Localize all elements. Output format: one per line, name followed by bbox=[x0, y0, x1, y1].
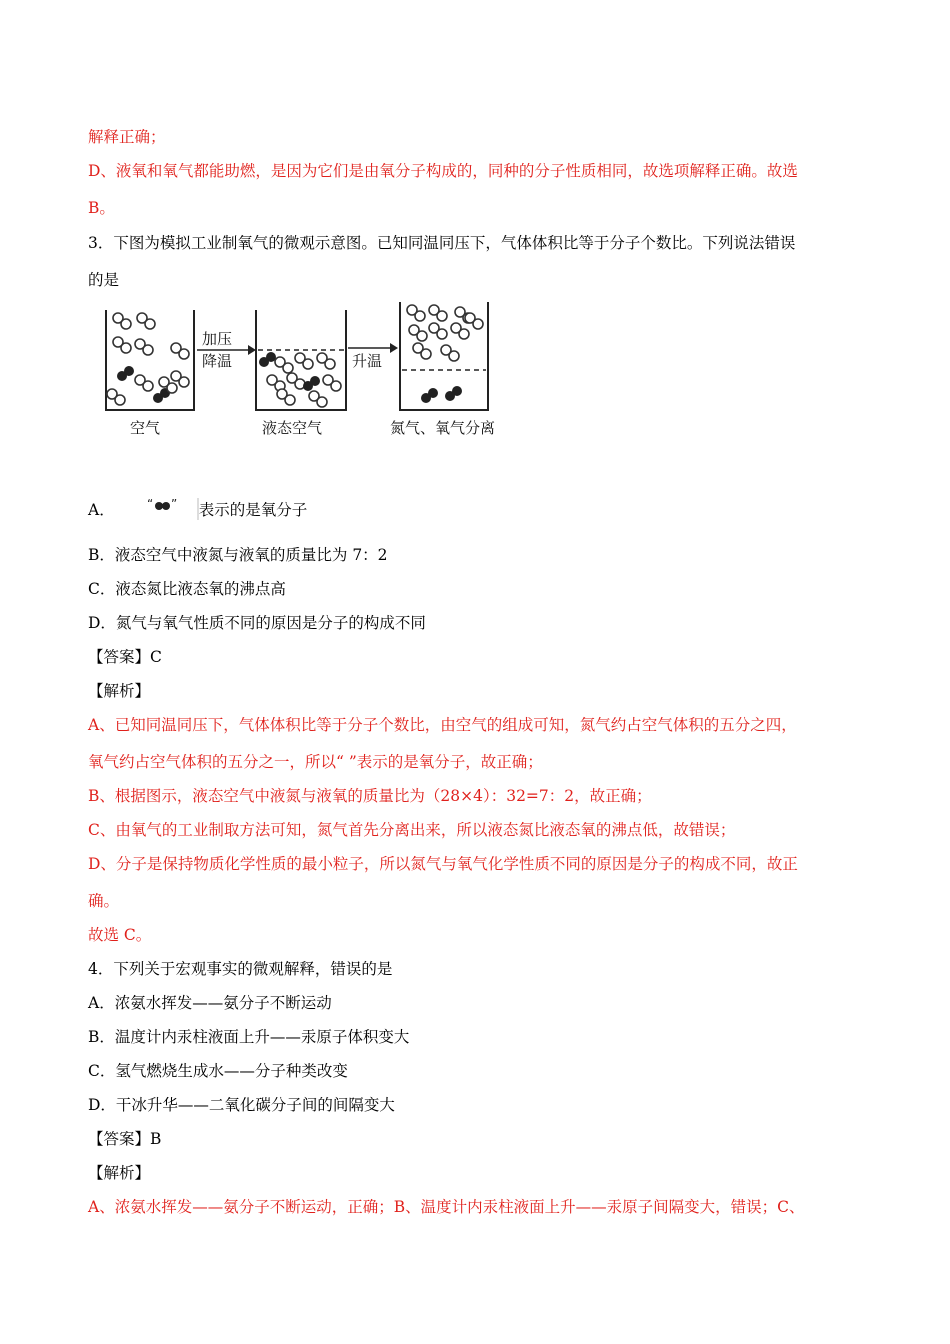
explanation-line: B。 bbox=[88, 199, 115, 217]
label-heat: 升温 bbox=[352, 352, 383, 370]
label-pressurize: 加压 bbox=[202, 330, 233, 348]
liquid-air-beaker bbox=[256, 310, 346, 410]
label-cool: 降温 bbox=[202, 352, 233, 370]
option-a-text: 表示的是氧分子 bbox=[198, 501, 308, 519]
svg-text:”: ” bbox=[170, 498, 177, 511]
option-a-prefix: A． bbox=[88, 501, 115, 519]
explanation-line: A、浓氨水挥发——氨分子不断运动，正确；B、温度计内汞柱液面上升——汞原子间隔变大，错误；C、 bbox=[88, 1198, 805, 1216]
label-air: 空气 bbox=[130, 419, 161, 437]
air-separation-diagram bbox=[100, 300, 520, 450]
svg-text:“: “ bbox=[146, 498, 153, 511]
option-a bbox=[88, 498, 307, 524]
q4-option-a: A．浓氨水挥发——氨分子不断运动 bbox=[88, 994, 332, 1012]
analysis-heading-4: 【解析】 bbox=[88, 1164, 151, 1182]
question-4-stem: 4．下列关于宏观事实的微观解释，错误的是 bbox=[88, 960, 393, 978]
label-separated: 氮气、氧气分离 bbox=[390, 419, 496, 437]
q4-option-c: C．氢气燃烧生成水——分子种类改变 bbox=[88, 1062, 348, 1080]
question-3-stem: 3．下图为模拟工业制氧气的微观示意图。已知同温同压下，气体体积比等于分子个数比。下列说法错误 bbox=[88, 234, 796, 252]
explanation-line: D、分子是保持物质化学性质的最小粒子，所以氮气与氧气化学性质不同的原因是分子的构成不同，故正 bbox=[88, 855, 798, 873]
answer-3: 【答案】C bbox=[88, 648, 162, 666]
explanation-line: 确。 bbox=[88, 892, 120, 910]
question-3-stem-cont: 的是 bbox=[88, 271, 120, 289]
q4-option-d: D．干冰升华——二氧化碳分子间的间隔变大 bbox=[88, 1096, 395, 1114]
oxygen-molecule-icon bbox=[115, 498, 199, 524]
air-beaker bbox=[106, 310, 194, 410]
separated-beaker bbox=[400, 302, 488, 410]
explanation-line: B、根据图示，液态空气中液氮与液氧的质量比为（28×4）：32=7：2，故正确； bbox=[88, 787, 652, 805]
explanation-line: 氧气约占空气体积的五分之一，所以“ ”表示的是氧分子，故正确； bbox=[88, 753, 543, 771]
selection-3: 故选 C。 bbox=[88, 926, 152, 944]
label-liquid-air: 液态空气 bbox=[262, 419, 323, 437]
explanation-line: A、已知同温同压下，气体体积比等于分子个数比，由空气的组成可知，氮气约占空气体积的五分之四， bbox=[88, 716, 797, 734]
analysis-heading-3: 【解析】 bbox=[88, 682, 151, 700]
explanation-line: 解释正确； bbox=[88, 128, 166, 146]
q4-option-b: B．温度计内汞柱液面上升——汞原子体积变大 bbox=[88, 1028, 410, 1046]
option-d: D．氮气与氧气性质不同的原因是分子的构成不同 bbox=[88, 614, 426, 632]
option-b: B．液态空气中液氮与液氧的质量比为 7：2 bbox=[88, 546, 388, 564]
explanation-line: D、液氧和氧气都能助燃，是因为它们是由氧分子构成的，同种的分子性质相同，故选项解释正确。故选 bbox=[88, 162, 798, 180]
option-c: C．液态氮比液态氧的沸点高 bbox=[88, 580, 286, 598]
answer-4: 【答案】B bbox=[88, 1130, 162, 1148]
explanation-line: C、由氧气的工业制取方法可知，氮气首先分离出来，所以液态氮比液态氧的沸点低，故错误； bbox=[88, 821, 736, 839]
